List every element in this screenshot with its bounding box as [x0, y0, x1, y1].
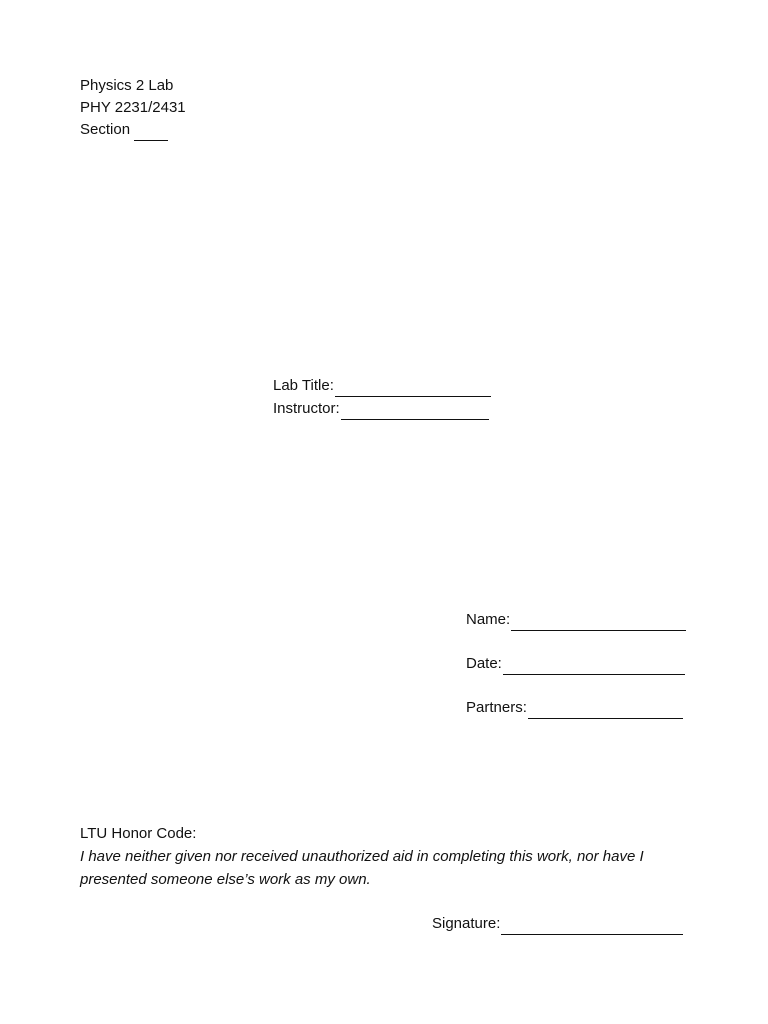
course-name: Physics 2 Lab [80, 77, 174, 94]
lab-title-field [273, 375, 491, 397]
name-label: Name: [466, 611, 511, 628]
honor-code-line-1: I have neither given nor received unauthorized aid in completing this work, nor have I [80, 848, 644, 865]
section-field [80, 119, 186, 141]
course-code: PHY 2231/2431 [80, 99, 186, 116]
honor-code-line-2: presented someone else’s work as my own. [80, 871, 371, 888]
partners-blank[interactable] [528, 701, 683, 719]
partners-field [466, 697, 683, 719]
partners-label: Partners: [466, 699, 527, 716]
signature-label: Signature: [432, 915, 501, 932]
date-label: Date: [466, 655, 502, 672]
date-field [466, 653, 685, 675]
name-field [466, 609, 686, 631]
signature-blank[interactable] [501, 917, 683, 935]
lab-title-blank[interactable] [335, 379, 491, 397]
honor-code-heading: LTU Honor Code: [80, 825, 197, 842]
signature-field [432, 913, 683, 935]
instructor-label: Instructor: [273, 400, 340, 417]
date-blank[interactable] [503, 657, 685, 675]
document-header [80, 75, 186, 141]
instructor-blank[interactable] [341, 402, 489, 420]
lab-title-label: Lab Title: [273, 377, 334, 394]
name-blank[interactable] [511, 613, 686, 631]
section-label: Section [80, 121, 131, 138]
instructor-field [273, 398, 489, 420]
section-blank[interactable] [134, 123, 168, 141]
